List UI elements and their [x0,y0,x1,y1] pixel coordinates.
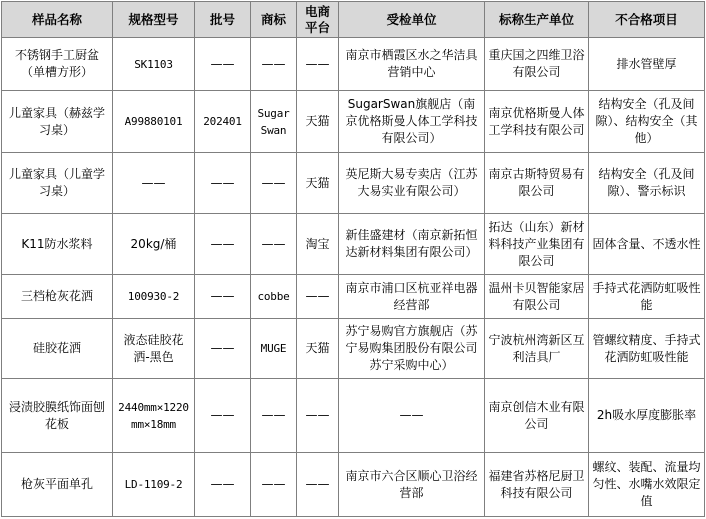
cell-inspected-unit: 南京市六合区顺心卫浴经营部 [339,453,485,517]
header-platform: 电商平台 [297,2,339,38]
cell-platform: —— [297,275,339,319]
cell-producer: 南京创信木业有限公司 [485,379,589,453]
cell-inspected-unit: 南京市栖霞区水之华洁具营销中心 [339,38,485,91]
cell-failed-items: 固体含量、不透水性 [589,214,705,275]
cell-platform: —— [297,379,339,453]
cell-brand: Sugar Swan [251,91,297,153]
header-inspected-unit: 受检单位 [339,2,485,38]
cell-brand: —— [251,379,297,453]
cell-model: SK1103 [113,38,195,91]
cell-model: LD-1109-2 [113,453,195,517]
header-brand: 商标 [251,2,297,38]
cell-brand: cobbe [251,275,297,319]
cell-brand: —— [251,153,297,214]
cell-brand: —— [251,38,297,91]
header-producer: 标称生产单位 [485,2,589,38]
cell-producer: 福建省苏格尼厨卫科技有限公司 [485,453,589,517]
header-failed-items: 不合格项目 [589,2,705,38]
cell-batch: —— [195,214,251,275]
cell-platform: 天猫 [297,153,339,214]
cell-failed-items: 结构安全（孔及间隙）、警示标识 [589,153,705,214]
cell-inspected-unit: 新佳盛建材（南京新拓恒达新材料集团有限公司） [339,214,485,275]
table-row [2,91,705,153]
cell-model: 2440mm×1220mm×18mm [113,379,195,453]
cell-sample-name: 浸渍胶膜纸饰面刨花板 [2,379,113,453]
table-row [2,38,705,91]
table-row [2,453,705,517]
header-batch: 批号 [195,2,251,38]
cell-batch: —— [195,379,251,453]
cell-producer: 拓达（山东）新材料科技产业集团有限公司 [485,214,589,275]
cell-model: 100930-2 [113,275,195,319]
cell-sample-name: 不锈钢手工厨盆（单槽方形） [2,38,113,91]
cell-brand: —— [251,453,297,517]
cell-sample-name: 硅胶花洒 [2,319,113,379]
cell-failed-items: 螺纹、装配、流量均匀性、水嘴水效限定值 [589,453,705,517]
cell-inspected-unit: —— [339,379,485,453]
table-row [2,275,705,319]
cell-platform: —— [297,38,339,91]
header-sample-name: 样品名称 [2,2,113,38]
cell-batch: —— [195,319,251,379]
cell-failed-items: 2h吸水厚度膨胀率 [589,379,705,453]
cell-failed-items: 管螺纹精度、手持式花洒防虹吸性能 [589,319,705,379]
cell-model: 液态硅胶花洒-黑色 [113,319,195,379]
cell-inspected-unit: 苏宁易购官方旗舰店（苏宁易购集团股份有限公司苏宁采购中心） [339,319,485,379]
cell-inspected-unit: 南京市浦口区杭亚祥电器经营部 [339,275,485,319]
cell-platform: 淘宝 [297,214,339,275]
cell-model: 20kg/桶 [113,214,195,275]
cell-failed-items: 结构安全（孔及间隙）、结构安全（其他） [589,91,705,153]
header-model: 规格型号 [113,2,195,38]
cell-sample-name: 枪灰平面单孔 [2,453,113,517]
cell-brand: —— [251,214,297,275]
cell-producer: 温州卡贝智能家居有限公司 [485,275,589,319]
table-row [2,319,705,379]
cell-batch: —— [195,275,251,319]
cell-platform: —— [297,453,339,517]
cell-model: A99880101 [113,91,195,153]
cell-inspected-unit: SugarSwan旗舰店（南京优格斯曼人体工学科技有限公司） [339,91,485,153]
cell-batch: 202401 [195,91,251,153]
cell-platform: 天猫 [297,319,339,379]
table-row [2,379,705,453]
cell-producer: 南京古斯特贸易有限公司 [485,153,589,214]
cell-failed-items: 排水管壁厚 [589,38,705,91]
cell-batch: —— [195,453,251,517]
cell-brand: MUGE [251,319,297,379]
cell-batch: —— [195,38,251,91]
cell-inspected-unit: 英尼斯大易专卖店（江苏大易实业有限公司） [339,153,485,214]
table-row [2,214,705,275]
cell-producer: 重庆国之四维卫浴有限公司 [485,38,589,91]
cell-producer: 南京优格斯曼人体工学科技有限公司 [485,91,589,153]
cell-failed-items: 手持式花洒防虹吸性能 [589,275,705,319]
table-row [2,153,705,214]
cell-sample-name: 儿童家具（儿童学习桌） [2,153,113,214]
cell-sample-name: 儿童家具（赫兹学习桌） [2,91,113,153]
cell-platform: 天猫 [297,91,339,153]
inspection-table [1,1,705,517]
cell-model: —— [113,153,195,214]
table-header-row [2,2,705,38]
cell-sample-name: 三档枪灰花洒 [2,275,113,319]
cell-sample-name: K11防水浆料 [2,214,113,275]
cell-batch: —— [195,153,251,214]
cell-producer: 宁波杭州湾新区互利洁具厂 [485,319,589,379]
